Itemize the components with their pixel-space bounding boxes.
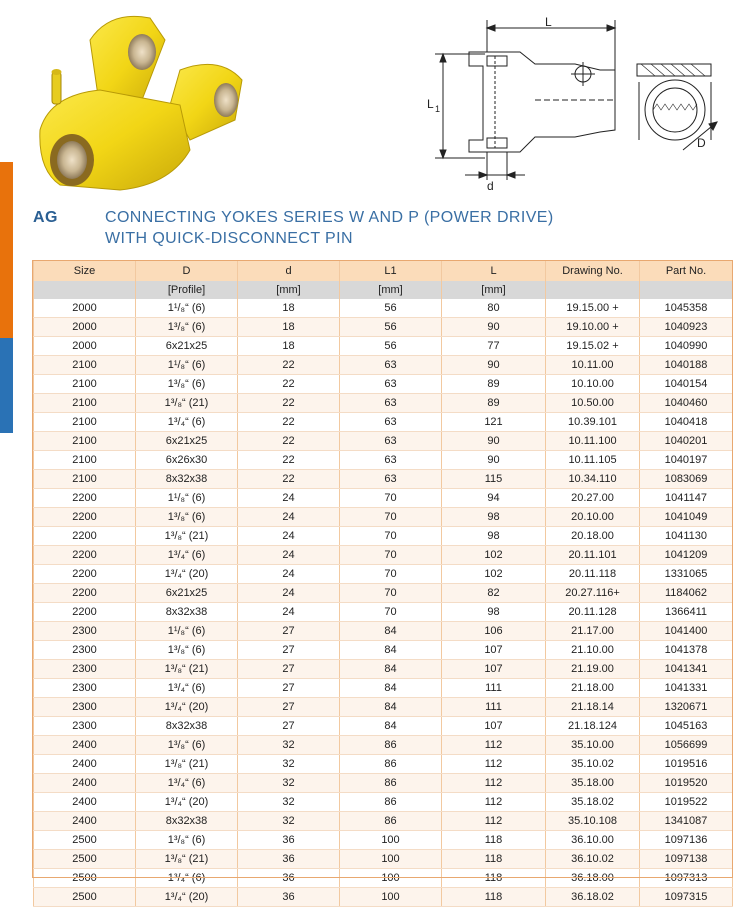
yoke-product-image xyxy=(30,10,250,195)
cell-drawing-no: 35.10.02 xyxy=(546,755,640,774)
table-row xyxy=(34,850,733,869)
cell-d-profile: 6x21x25 xyxy=(136,584,238,603)
cell-part-no: 1040197 xyxy=(640,451,733,470)
cell-l1: 70 xyxy=(340,565,442,584)
cell-part-no: 1040188 xyxy=(640,356,733,375)
cell-drawing-no: 20.11.128 xyxy=(546,603,640,622)
cell-part-no: 1041130 xyxy=(640,527,733,546)
table-row xyxy=(34,508,733,527)
cell-drawing-no: 36.10.00 xyxy=(546,831,640,850)
cell-drawing-no: 21.10.00 xyxy=(546,641,640,660)
table-row xyxy=(34,470,733,489)
cell-size: 2400 xyxy=(34,736,136,755)
cell-part-no: 1040923 xyxy=(640,318,733,337)
cell-l: 98 xyxy=(442,527,546,546)
cell-size: 2000 xyxy=(34,299,136,318)
cell-drawing-no: 10.39.101 xyxy=(546,413,640,432)
cell-l1: 63 xyxy=(340,413,442,432)
table-row xyxy=(34,717,733,736)
cell-part-no: 1184062 xyxy=(640,584,733,603)
cell-l: 89 xyxy=(442,394,546,413)
cell-l1: 84 xyxy=(340,622,442,641)
cell-l: 111 xyxy=(442,698,546,717)
cell-size: 2300 xyxy=(34,698,136,717)
cell-l1: 84 xyxy=(340,660,442,679)
cell-part-no: 1041400 xyxy=(640,622,733,641)
cell-size: 2300 xyxy=(34,641,136,660)
cell-part-no: 1056699 xyxy=(640,736,733,755)
cell-d-mm: 24 xyxy=(238,565,340,584)
column-header-d-mm: d xyxy=(238,261,340,281)
cell-d-mm: 32 xyxy=(238,736,340,755)
unit-cell-l: [mm] xyxy=(442,281,546,299)
cell-d-mm: 27 xyxy=(238,660,340,679)
cell-d-profile: 1³/₈“ (6) xyxy=(136,375,238,394)
cell-drawing-no: 36.18.02 xyxy=(546,888,640,907)
cell-size: 2400 xyxy=(34,812,136,831)
cell-d-profile: 8x32x38 xyxy=(136,717,238,736)
cell-d-mm: 32 xyxy=(238,774,340,793)
cell-size: 2500 xyxy=(34,831,136,850)
cell-d-profile: 6x21x25 xyxy=(136,432,238,451)
cell-l1: 70 xyxy=(340,508,442,527)
cell-d-profile: 1¹/₈“ (6) xyxy=(136,299,238,318)
table-row xyxy=(34,318,733,337)
cell-l1: 56 xyxy=(340,299,442,318)
cell-d-mm: 24 xyxy=(238,603,340,622)
table-row xyxy=(34,546,733,565)
cell-drawing-no: 35.18.02 xyxy=(546,793,640,812)
cell-drawing-no: 35.18.00 xyxy=(546,774,640,793)
cell-d-profile: 1³/₈“ (6) xyxy=(136,736,238,755)
cell-d-profile: 1³/₄“ (6) xyxy=(136,774,238,793)
cell-size: 2100 xyxy=(34,451,136,470)
table-row xyxy=(34,736,733,755)
cell-drawing-no: 10.11.00 xyxy=(546,356,640,375)
table-row xyxy=(34,603,733,622)
cell-l: 90 xyxy=(442,451,546,470)
cell-drawing-no: 19.10.00 + xyxy=(546,318,640,337)
cell-drawing-no: 20.10.00 xyxy=(546,508,640,527)
cell-l1: 63 xyxy=(340,451,442,470)
cell-d-mm: 27 xyxy=(238,641,340,660)
cell-size: 2400 xyxy=(34,793,136,812)
table-unit-row xyxy=(34,281,733,299)
cell-d-mm: 22 xyxy=(238,375,340,394)
cell-d-profile: 1¹/₈“ (6) xyxy=(136,489,238,508)
cell-l: 106 xyxy=(442,622,546,641)
cell-drawing-no: 10.34.110 xyxy=(546,470,640,489)
cell-drawing-no: 21.18.14 xyxy=(546,698,640,717)
table-row xyxy=(34,831,733,850)
dimension-label-L: L xyxy=(545,15,552,29)
cell-l1: 100 xyxy=(340,831,442,850)
cell-d-profile: 8x32x38 xyxy=(136,812,238,831)
cell-d-profile: 1³/₈“ (6) xyxy=(136,641,238,660)
dimension-label-L1: L xyxy=(427,97,434,111)
table-header-row xyxy=(34,261,733,281)
cell-l1: 63 xyxy=(340,356,442,375)
cell-l: 112 xyxy=(442,793,546,812)
cell-l1: 56 xyxy=(340,337,442,356)
cell-part-no: 1040460 xyxy=(640,394,733,413)
cell-size: 2100 xyxy=(34,356,136,375)
unit-cell-size xyxy=(34,281,136,299)
cell-d-mm: 18 xyxy=(238,318,340,337)
cell-d-profile: 1¹/₈“ (6) xyxy=(136,622,238,641)
cell-l1: 70 xyxy=(340,527,442,546)
cell-part-no: 1366411 xyxy=(640,603,733,622)
dimension-label-L1-subscript: 1 xyxy=(435,104,441,114)
unit-cell-d-mm: [mm] xyxy=(238,281,340,299)
cell-size: 2200 xyxy=(34,603,136,622)
cell-l1: 84 xyxy=(340,698,442,717)
table-row xyxy=(34,679,733,698)
table-row xyxy=(34,698,733,717)
cell-part-no: 1040154 xyxy=(640,375,733,394)
cell-size: 2200 xyxy=(34,489,136,508)
cell-d-profile: 1³/₄“ (20) xyxy=(136,698,238,717)
cell-part-no: 1097315 xyxy=(640,888,733,907)
cell-d-profile: 8x32x38 xyxy=(136,470,238,489)
cell-size: 2300 xyxy=(34,660,136,679)
cell-d-mm: 24 xyxy=(238,489,340,508)
cell-l: 112 xyxy=(442,755,546,774)
cell-d-profile: 6x21x25 xyxy=(136,337,238,356)
cell-d-mm: 32 xyxy=(238,755,340,774)
cell-l: 102 xyxy=(442,565,546,584)
cell-size: 2000 xyxy=(34,318,136,337)
cell-l: 90 xyxy=(442,356,546,375)
unit-cell-l1: [mm] xyxy=(340,281,442,299)
cell-part-no: 1019522 xyxy=(640,793,733,812)
cell-d-profile: 1³/₄“ (20) xyxy=(136,793,238,812)
cell-drawing-no: 21.17.00 xyxy=(546,622,640,641)
side-accent-orange xyxy=(0,162,13,338)
column-header-l: L xyxy=(442,261,546,281)
cell-drawing-no: 10.50.00 xyxy=(546,394,640,413)
cell-drawing-no: 36.18.00 xyxy=(546,869,640,888)
cell-part-no: 1045358 xyxy=(640,299,733,318)
product-title-line1: CONNECTING YOKES SERIES W AND P (POWER DRIVE) xyxy=(105,209,554,226)
cell-d-mm: 18 xyxy=(238,299,340,318)
cell-d-profile: 8x32x38 xyxy=(136,603,238,622)
cell-l: 94 xyxy=(442,489,546,508)
table-row xyxy=(34,432,733,451)
cell-d-profile: 1³/₄“ (20) xyxy=(136,888,238,907)
unit-cell-part-no xyxy=(640,281,733,299)
cell-d-mm: 36 xyxy=(238,888,340,907)
cell-size: 2100 xyxy=(34,394,136,413)
cell-d-mm: 24 xyxy=(238,546,340,565)
table-body xyxy=(34,299,733,907)
cell-part-no: 1083069 xyxy=(640,470,733,489)
table-row xyxy=(34,774,733,793)
cell-size: 2200 xyxy=(34,527,136,546)
cell-d-profile: 1³/₄“ (6) xyxy=(136,546,238,565)
cell-d-mm: 18 xyxy=(238,337,340,356)
cell-l1: 70 xyxy=(340,546,442,565)
cell-part-no: 1097138 xyxy=(640,850,733,869)
cell-l1: 63 xyxy=(340,432,442,451)
cell-part-no: 1041378 xyxy=(640,641,733,660)
cell-l1: 100 xyxy=(340,888,442,907)
cell-part-no: 1331065 xyxy=(640,565,733,584)
table-row xyxy=(34,755,733,774)
cell-drawing-no: 35.10.108 xyxy=(546,812,640,831)
table-row xyxy=(34,337,733,356)
cell-size: 2300 xyxy=(34,679,136,698)
table-row xyxy=(34,793,733,812)
cell-drawing-no: 20.27.116+ xyxy=(546,584,640,603)
cell-size: 2300 xyxy=(34,717,136,736)
cell-l: 90 xyxy=(442,318,546,337)
cell-size: 2200 xyxy=(34,508,136,527)
column-header-part-no: Part No. xyxy=(640,261,733,281)
cell-part-no: 1019516 xyxy=(640,755,733,774)
cell-size: 2300 xyxy=(34,622,136,641)
cell-d-mm: 27 xyxy=(238,698,340,717)
cell-part-no: 1341087 xyxy=(640,812,733,831)
cell-size: 2100 xyxy=(34,375,136,394)
cell-l: 118 xyxy=(442,850,546,869)
cell-d-mm: 22 xyxy=(238,356,340,375)
cell-size: 2500 xyxy=(34,869,136,888)
cell-part-no: 1041049 xyxy=(640,508,733,527)
cell-drawing-no: 21.18.00 xyxy=(546,679,640,698)
cell-l1: 86 xyxy=(340,793,442,812)
cell-drawing-no: 19.15.02 + xyxy=(546,337,640,356)
table-row xyxy=(34,451,733,470)
cell-l1: 86 xyxy=(340,812,442,831)
cell-l1: 56 xyxy=(340,318,442,337)
cell-d-profile: 1³/₄“ (6) xyxy=(136,869,238,888)
dimension-label-D: D xyxy=(697,136,706,150)
cell-l: 111 xyxy=(442,679,546,698)
cell-d-mm: 22 xyxy=(238,451,340,470)
cell-l1: 100 xyxy=(340,850,442,869)
cell-l: 90 xyxy=(442,432,546,451)
cell-size: 2100 xyxy=(34,432,136,451)
cell-d-mm: 36 xyxy=(238,869,340,888)
table-row xyxy=(34,660,733,679)
table-row xyxy=(34,641,733,660)
table-row xyxy=(34,527,733,546)
cell-l1: 86 xyxy=(340,736,442,755)
cell-d-mm: 36 xyxy=(238,831,340,850)
table-row xyxy=(34,489,733,508)
cell-part-no: 1040418 xyxy=(640,413,733,432)
cell-drawing-no: 10.11.100 xyxy=(546,432,640,451)
table-row xyxy=(34,565,733,584)
cell-d-profile: 1³/₈“ (21) xyxy=(136,660,238,679)
cell-drawing-no: 35.10.00 xyxy=(546,736,640,755)
cell-d-profile: 1³/₄“ (20) xyxy=(136,565,238,584)
cell-d-mm: 22 xyxy=(238,470,340,489)
product-title-line2: WITH QUICK-DISCONNECT PIN xyxy=(105,230,353,247)
cell-size: 2500 xyxy=(34,888,136,907)
cell-l1: 84 xyxy=(340,679,442,698)
cell-part-no: 1097313 xyxy=(640,869,733,888)
cell-drawing-no: 20.18.00 xyxy=(546,527,640,546)
cell-l: 112 xyxy=(442,736,546,755)
cell-part-no: 1320671 xyxy=(640,698,733,717)
cell-d-mm: 22 xyxy=(238,413,340,432)
cell-l: 82 xyxy=(442,584,546,603)
cell-l: 115 xyxy=(442,470,546,489)
table-row xyxy=(34,869,733,888)
cell-d-mm: 24 xyxy=(238,584,340,603)
cell-part-no: 1040201 xyxy=(640,432,733,451)
product-code: AG xyxy=(33,209,58,226)
product-title xyxy=(105,207,554,249)
cell-l: 80 xyxy=(442,299,546,318)
cell-l: 107 xyxy=(442,641,546,660)
table-row xyxy=(34,622,733,641)
cell-l: 112 xyxy=(442,812,546,831)
cell-d-profile: 1³/₈“ (21) xyxy=(136,527,238,546)
cell-l: 118 xyxy=(442,869,546,888)
cell-d-profile: 1³/₄“ (6) xyxy=(136,679,238,698)
cell-size: 2000 xyxy=(34,337,136,356)
cell-size: 2200 xyxy=(34,546,136,565)
table-row xyxy=(34,888,733,907)
cell-d-mm: 27 xyxy=(238,622,340,641)
cell-size: 2100 xyxy=(34,470,136,489)
cell-drawing-no: 20.11.118 xyxy=(546,565,640,584)
cell-l: 118 xyxy=(442,888,546,907)
cell-l1: 70 xyxy=(340,603,442,622)
table-row xyxy=(34,394,733,413)
cell-l: 107 xyxy=(442,717,546,736)
cell-d-mm: 24 xyxy=(238,508,340,527)
cell-l: 77 xyxy=(442,337,546,356)
cell-l: 98 xyxy=(442,508,546,527)
cell-drawing-no: 21.18.124 xyxy=(546,717,640,736)
cell-d-mm: 22 xyxy=(238,432,340,451)
cell-drawing-no: 20.27.00 xyxy=(546,489,640,508)
cell-d-profile: 1³/₄“ (6) xyxy=(136,413,238,432)
cell-l1: 63 xyxy=(340,394,442,413)
technical-drawing xyxy=(425,12,725,192)
cell-d-mm: 32 xyxy=(238,812,340,831)
table-row xyxy=(34,584,733,603)
cell-part-no: 1040990 xyxy=(640,337,733,356)
cell-l: 112 xyxy=(442,774,546,793)
cell-d-mm: 22 xyxy=(238,394,340,413)
table-row xyxy=(34,413,733,432)
cell-part-no: 1041331 xyxy=(640,679,733,698)
cell-l: 121 xyxy=(442,413,546,432)
cell-l1: 70 xyxy=(340,584,442,603)
cell-drawing-no: 10.11.105 xyxy=(546,451,640,470)
cell-l1: 100 xyxy=(340,869,442,888)
table-row xyxy=(34,812,733,831)
dimension-label-d: d xyxy=(487,179,494,192)
cell-l: 107 xyxy=(442,660,546,679)
cell-part-no: 1041147 xyxy=(640,489,733,508)
table-row xyxy=(34,375,733,394)
cell-drawing-no: 21.19.00 xyxy=(546,660,640,679)
cell-d-profile: 1³/₈“ (6) xyxy=(136,831,238,850)
cell-size: 2500 xyxy=(34,850,136,869)
cell-d-profile: 1³/₈“ (6) xyxy=(136,318,238,337)
cell-drawing-no: 19.15.00 + xyxy=(546,299,640,318)
cell-l1: 63 xyxy=(340,470,442,489)
cell-drawing-no: 10.10.00 xyxy=(546,375,640,394)
cell-l: 98 xyxy=(442,603,546,622)
cell-drawing-no: 20.11.101 xyxy=(546,546,640,565)
cell-d-mm: 24 xyxy=(238,527,340,546)
cell-l: 102 xyxy=(442,546,546,565)
cell-l1: 86 xyxy=(340,755,442,774)
column-header-l1: L1 xyxy=(340,261,442,281)
cell-l: 118 xyxy=(442,831,546,850)
cell-size: 2100 xyxy=(34,413,136,432)
cell-part-no: 1097136 xyxy=(640,831,733,850)
cell-size: 2200 xyxy=(34,584,136,603)
cell-d-profile: 1¹/₈“ (6) xyxy=(136,356,238,375)
unit-cell-drawing-no xyxy=(546,281,640,299)
cell-d-mm: 27 xyxy=(238,679,340,698)
side-accent-blue xyxy=(0,338,13,433)
cell-drawing-no: 36.10.02 xyxy=(546,850,640,869)
cell-d-profile: 6x26x30 xyxy=(136,451,238,470)
cell-size: 2400 xyxy=(34,755,136,774)
cell-d-profile: 1³/₈“ (21) xyxy=(136,850,238,869)
cell-part-no: 1019520 xyxy=(640,774,733,793)
cell-l1: 84 xyxy=(340,717,442,736)
cell-l1: 84 xyxy=(340,641,442,660)
cell-d-mm: 27 xyxy=(238,717,340,736)
unit-cell-d-profile: [Profile] xyxy=(136,281,238,299)
column-header-size: Size xyxy=(34,261,136,281)
cell-l1: 70 xyxy=(340,489,442,508)
cell-size: 2200 xyxy=(34,565,136,584)
cell-l1: 86 xyxy=(340,774,442,793)
cell-part-no: 1045163 xyxy=(640,717,733,736)
cell-l: 89 xyxy=(442,375,546,394)
table-row xyxy=(34,299,733,318)
table-row xyxy=(34,356,733,375)
cell-size: 2400 xyxy=(34,774,136,793)
cell-l1: 63 xyxy=(340,375,442,394)
cell-d-profile: 1³/₈“ (21) xyxy=(136,755,238,774)
cell-part-no: 1041341 xyxy=(640,660,733,679)
cell-d-profile: 1³/₈“ (21) xyxy=(136,394,238,413)
cell-d-mm: 36 xyxy=(238,850,340,869)
specification-table xyxy=(33,261,733,907)
cell-d-mm: 32 xyxy=(238,793,340,812)
column-header-drawing-no: Drawing No. xyxy=(546,261,640,281)
cell-part-no: 1041209 xyxy=(640,546,733,565)
column-header-d-profile: D xyxy=(136,261,238,281)
cell-d-profile: 1³/₈“ (6) xyxy=(136,508,238,527)
